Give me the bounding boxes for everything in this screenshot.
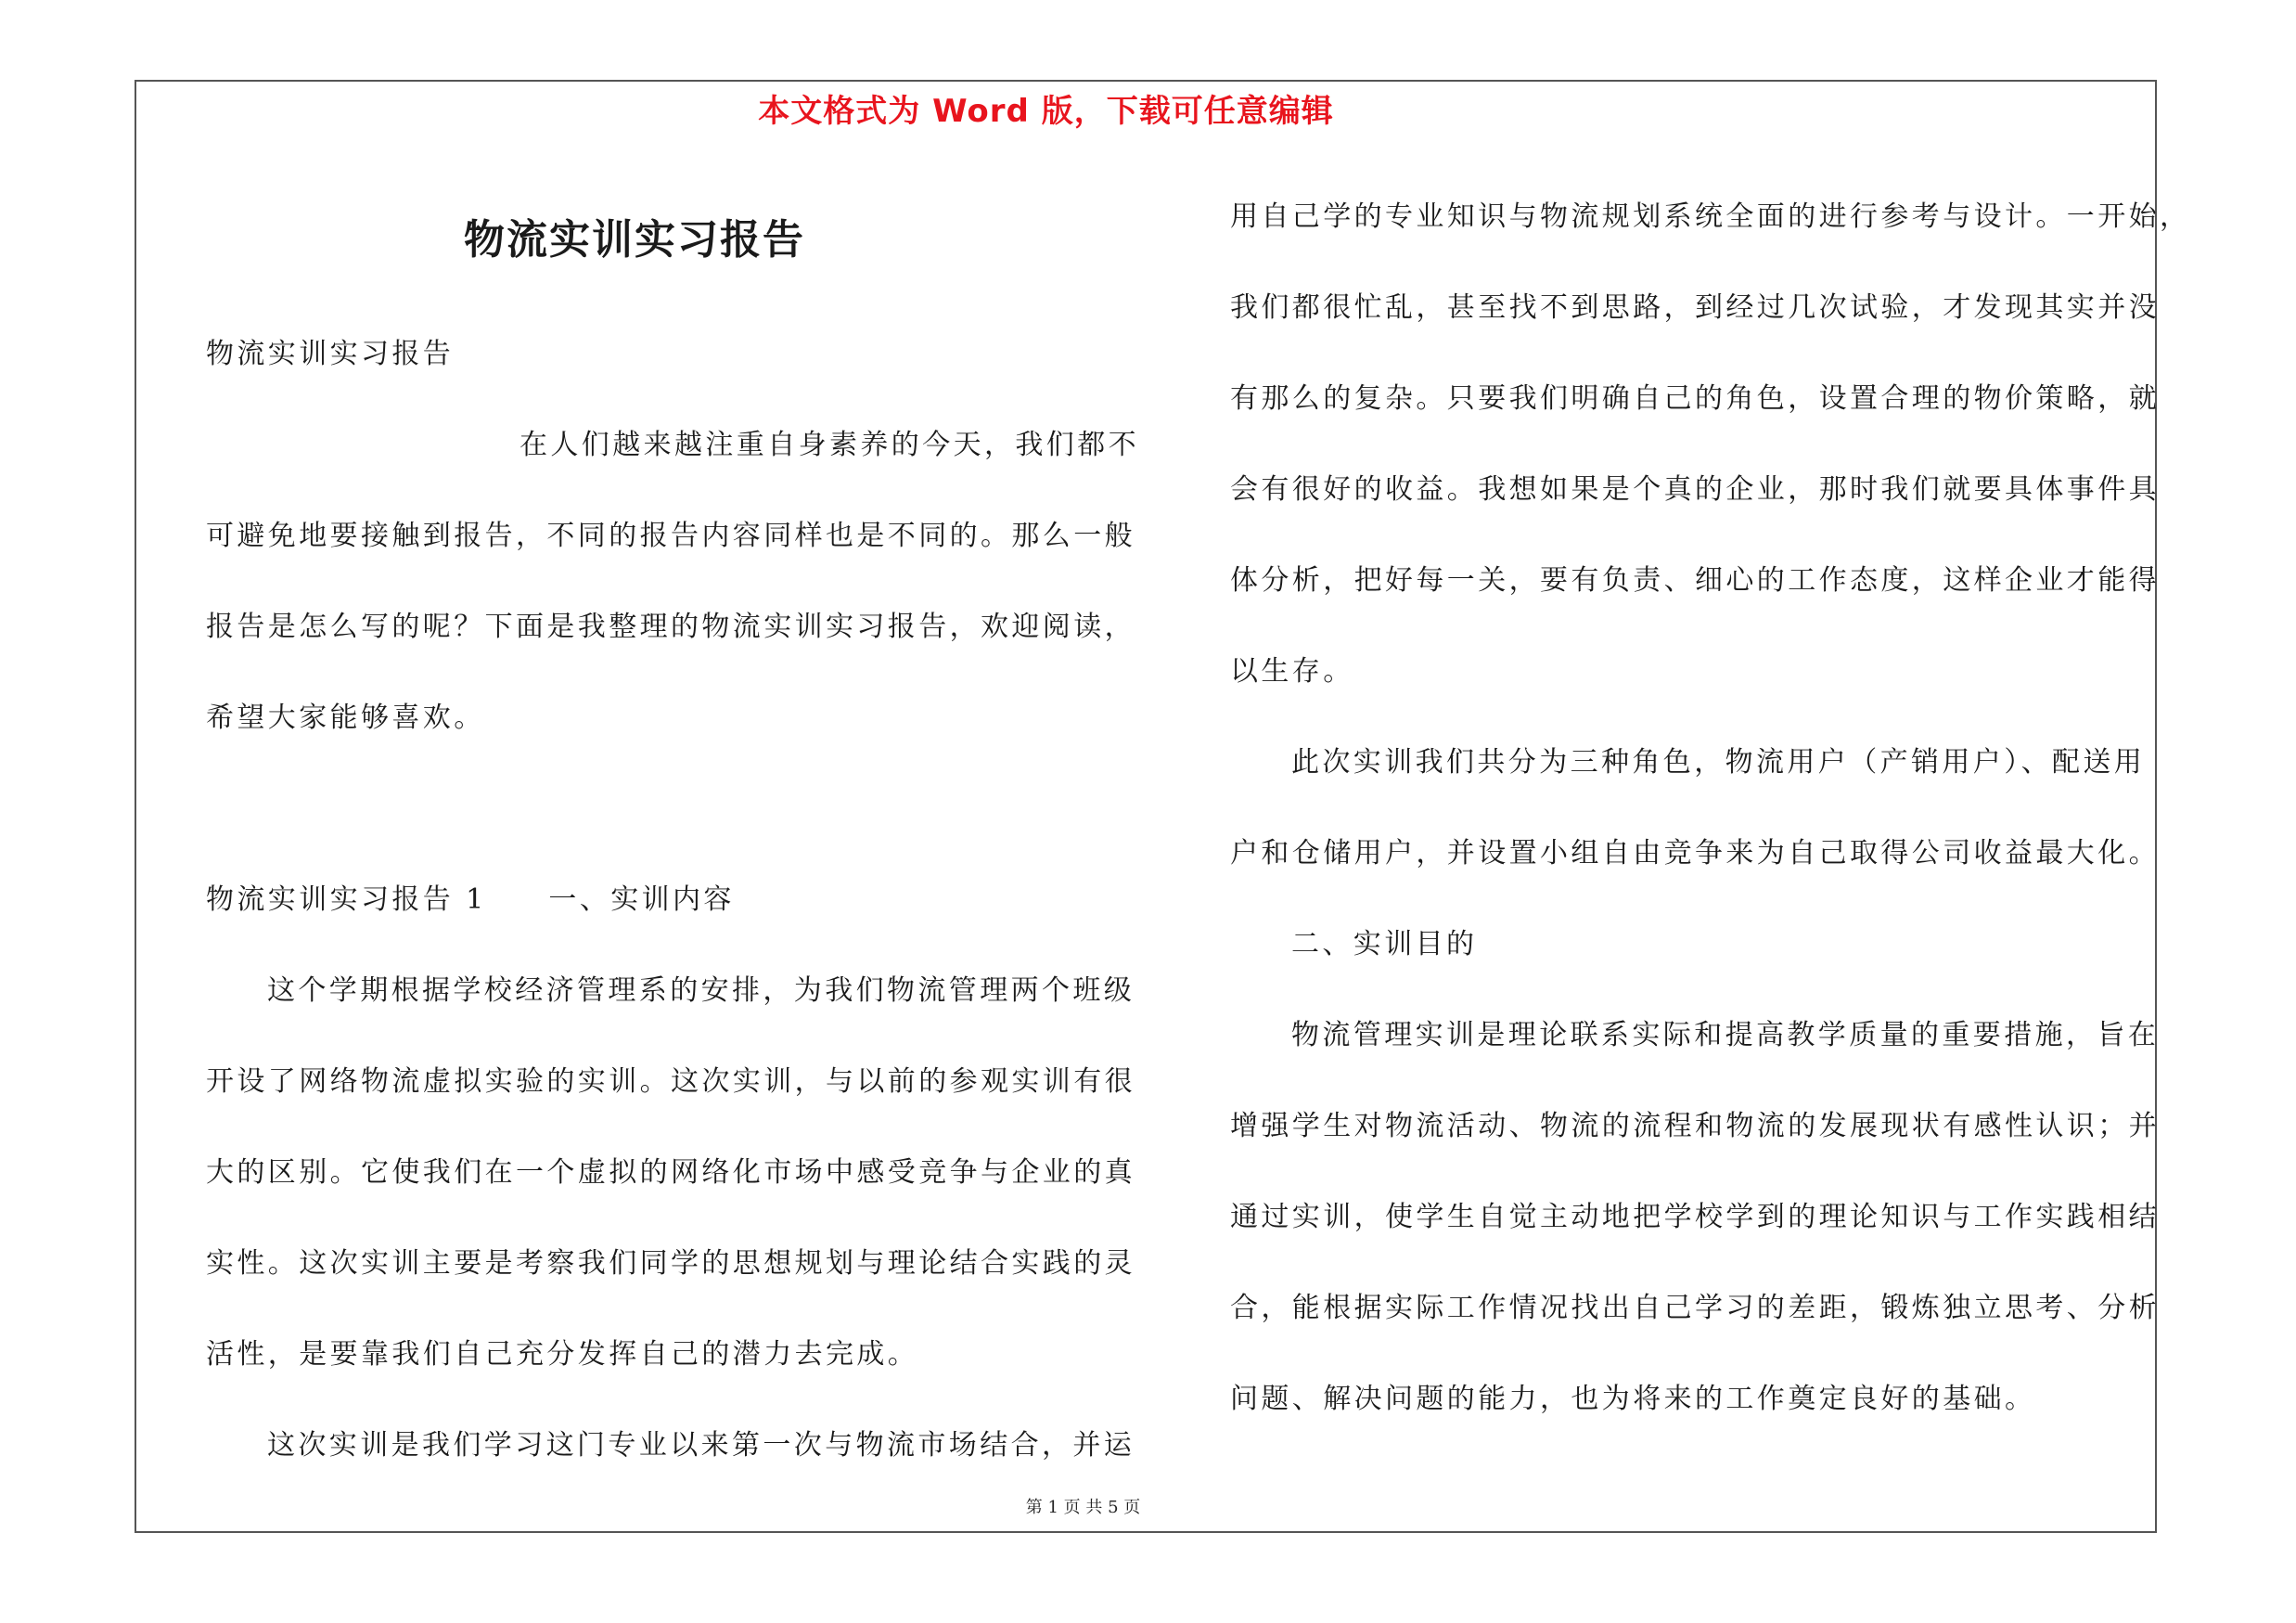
left-line-2: 在人们越来越注重自身素养的今天，我们都不 xyxy=(519,429,1139,461)
left-section-heading: 物流实训实习报告 1 一、实训内容 xyxy=(206,883,735,916)
left-line-3: 可避免地要接触到报告，不同的报告内容同样也是不同的。那么一般 xyxy=(206,520,1135,552)
right-line-7: 此次实训我们共分为三种角色，物流用户（产销用户）、配送用 xyxy=(1291,746,2146,779)
right-line-3: 有那么的复杂。只要我们明确自己的角色，设置合理的物价策略，就 xyxy=(1230,382,2160,415)
right-section-heading: 二、实训目的 xyxy=(1291,928,1478,960)
left-line-12: 这次实训是我们学习这门专业以来第一次与物流市场结合，并运 xyxy=(267,1429,1135,1462)
right-line-1: 用自己学的专业知识与物流规划系统全面的进行参考与设计。一开始， xyxy=(1230,200,2191,233)
left-line-7: 这个学期根据学校经济管理系的安排，为我们物流管理两个班级 xyxy=(267,974,1135,1007)
right-line-14: 问题、解决问题的能力，也为将来的工作奠定良好的基础。 xyxy=(1230,1383,2036,1415)
left-line-1: 物流实训实习报告 xyxy=(206,338,455,370)
document-title: 物流实训实习报告 xyxy=(464,216,805,264)
right-line-4: 会有很好的收益。我想如果是个真的企业，那时我们就要具体事件具 xyxy=(1230,473,2160,506)
format-banner: 本文格式为 Word 版，下载可任意编辑 xyxy=(758,93,1334,130)
left-line-9: 大的区别。它使我们在一个虚拟的网络化市场中感受竞争与企业的真 xyxy=(206,1156,1135,1189)
right-line-11: 增强学生对物流活动、物流的流程和物流的发展现状有感性认识；并 xyxy=(1230,1110,2160,1142)
left-line-8: 开设了网络物流虚拟实验的实训。这次实训，与以前的参观实训有很 xyxy=(206,1065,1135,1098)
left-line-11: 活性，是要靠我们自己充分发挥自己的潜力去完成。 xyxy=(206,1338,919,1371)
left-line-10: 实性。这次实训主要是考察我们同学的思想规划与理论结合实践的灵 xyxy=(206,1247,1135,1280)
left-line-4: 报告是怎么写的呢？下面是我整理的物流实训实习报告，欢迎阅读， xyxy=(206,611,1135,643)
left-line-5: 希望大家能够喜欢。 xyxy=(206,702,485,734)
right-line-2: 我们都很忙乱，甚至找不到思路，到经过几次试验，才发现其实并没 xyxy=(1230,291,2160,324)
right-line-12: 通过实训，使学生自觉主动地把学校学到的理论知识与工作实践相结 xyxy=(1230,1201,2160,1233)
right-line-8: 户和仓储用户，并设置小组自由竞争来为自己取得公司收益最大化。 xyxy=(1230,837,2160,869)
right-line-6: 以生存。 xyxy=(1230,655,1354,688)
right-line-13: 合，能根据实际工作情况找出自己学习的差距，锻炼独立思考、分析 xyxy=(1230,1292,2160,1324)
right-line-10: 物流管理实训是理论联系实际和提高教学质量的重要措施，旨在 xyxy=(1291,1019,2160,1051)
right-line-5: 体分析，把好每一关，要有负责、细心的工作态度，这样企业才能得 xyxy=(1230,564,2160,597)
page-number: 第 1 页 共 5 页 xyxy=(1025,1498,1141,1517)
